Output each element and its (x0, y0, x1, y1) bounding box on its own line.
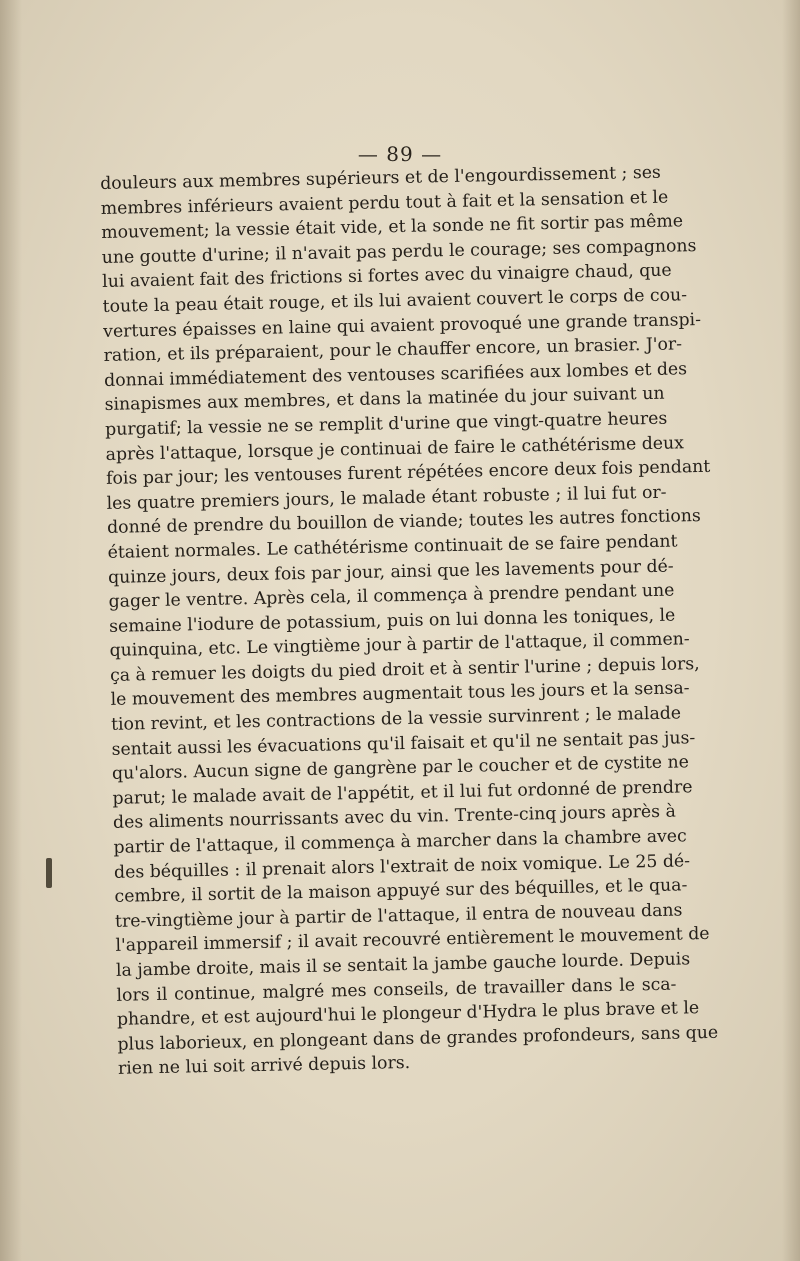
text-line: les quatre premiers jours, le malade étant robuste ; il lui fut or- (106, 482, 667, 514)
text-line: phandre, et est aujourd'hui le plongeur d'Hydra le plus brave et le (116, 998, 700, 1031)
text-line: étaient normales. Le cathétérisme continuait de se faire pendant (107, 531, 678, 563)
body-text (100, 161, 719, 1082)
text-line: parut; le malade avait de l'appétit, et il lui fut ordonné de prendre (112, 777, 693, 809)
text-line: semaine l'iodure de potassium, puis on lui donna les toniques, le (108, 605, 676, 637)
text-line: purgatif; la vessie ne se remplit d'urine que vingt-quatre heures (104, 408, 668, 440)
text-line: membres inférieurs avaient perdu tout à fait et la sensation et le (100, 187, 669, 219)
text-line: lors il continue, malgré mes conseils, de travailler dans le sca- (116, 974, 677, 1006)
text-line: la jambe droite, mais il se sentait la jambe gauche lourde. Depuis (115, 949, 691, 981)
text-line: ration, et ils préparaient, pour le chauffer encore, un brasier. J'or- (103, 334, 683, 367)
text-line: donnai immédiatement des ventouses scarifiées aux lombes et des (103, 359, 688, 391)
text-line: le mouvement des membres augmentait tous les jours et la sensa- (110, 678, 690, 711)
page-number: — 89 — (357, 142, 443, 166)
text-line: plus laborieux, en plongeant dans de grandes profondeurs, sans que (117, 1022, 719, 1055)
text-line: l'appareil immersif ; il avait recouvré entièrement le mouvement de (115, 924, 710, 957)
text-line: une goutte d'urine; il n'avait pas perdu le courage; ses compagnons (101, 235, 697, 268)
text-line: après l'attaque, lorsque je continuai de faire le cathétérisme deux (105, 432, 685, 465)
text-line: ça à remuer les doigts du pied droit et à sentir l'urine ; depuis lors, (109, 653, 700, 686)
text-line: gager le ventre. Après cela, il commença à prendre pendant une (108, 580, 675, 613)
text-line: tre-vingtième jour à partir de l'attaque, il entra de nouveau dans (114, 900, 683, 932)
text-line: tion revint, et les contractions de la vessie survinrent ; le malade (110, 703, 682, 735)
text-line: partir de l'attaque, il commença à marcher dans la chambre avec (113, 826, 687, 858)
text-line: fois par jour; les ventouses furent répétées encore deux fois pendant (105, 456, 711, 490)
text-line: des béquilles : il prenait alors l'extrait de noix vomique. Le 25 dé- (113, 850, 691, 883)
text-line: toute la peau était rouge, et ils lui avaient couvert le corps de cou- (102, 285, 688, 317)
left-edge-shadow (0, 0, 22, 1261)
text-line: lui avaient fait des frictions si fortes avec du vinaigre chaud, que (102, 260, 672, 293)
text-line: cembre, il sortit de la maison appuyé sur des béquilles, et le qua- (114, 875, 688, 908)
text-line: rien ne lui soit arrivé depuis lors. (117, 1053, 411, 1080)
text-line: mouvement; la vessie était vide, et la sonde ne fit sortir pas même (101, 211, 684, 244)
text-line: donné de prendre du bouillon de viande; toutes les autres fonctions (106, 506, 702, 539)
text-line: douleurs aux membres supérieurs et de l'engourdissement ; ses (100, 162, 662, 194)
right-edge-shadow (782, 0, 800, 1261)
text-line: sentait aussi les évacuations qu'il faisait et qu'il ne sentait pas jus- (111, 727, 696, 760)
text-line: qu'alors. Aucun signe de gangrène par le coucher et de cystite ne (111, 752, 690, 785)
ink-mark (46, 858, 52, 888)
text-line: des aliments nourrissants avec du vin. Trente-cinq jours après à (112, 802, 677, 834)
text-line: sinapismes aux membres, et dans la matinée du jour suivant un (104, 384, 665, 416)
text-line: quinquina, etc. Le vingtième jour à partir de l'attaque, il commen- (109, 629, 690, 662)
text-line: vertures épaisses en laine qui avaient provoqué une grande transpi- (103, 309, 702, 342)
text-line: quinze jours, deux fois par jour, ainsi que les lavements pour dé- (107, 556, 674, 588)
